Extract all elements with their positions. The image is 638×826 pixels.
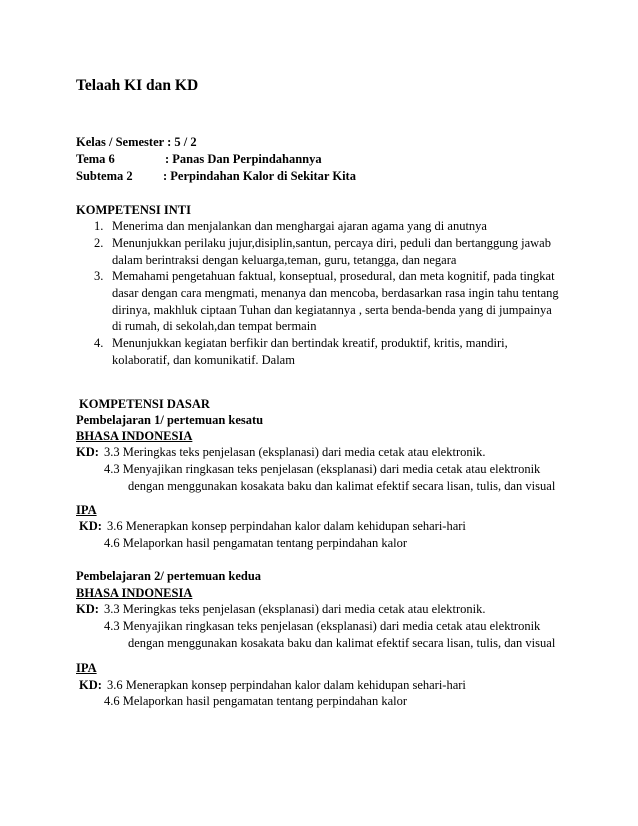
session-title: Pembelajaran 1/ pertemuan kesatu [76, 413, 264, 427]
kd-item: 4.3 Menyajikan ringkasan teks penjelasan (eksplanasi) dari media cetak atau elektronik [104, 462, 541, 476]
kelas-semester: Kelas / Semester : 5 / 2 [76, 135, 197, 149]
kd-item: 4.6 Melaporkan hasil pengamatan tentang perpindahan kalor [104, 536, 408, 550]
ki-heading: KOMPETENSI INTI [76, 203, 191, 217]
ki-item-line: kolaboratif, dan komunikatif. Dalam [112, 353, 295, 367]
kd-item-cont: dengan menggunakan kosakata baku dan kalimat efektif secara lisan, tulis, dan visual [128, 479, 556, 493]
ki-item-line: dirinya, makhluk ciptaan Tuhan dan kegiatannya , serta benda-benda yang di jumpainya [112, 303, 552, 317]
kd-label: KD: [79, 678, 102, 692]
ki-item-line: Menunjukkan kegiatan berfikir dan bertindak kreatif, produktif, kritis, mandiri, [112, 336, 508, 350]
kd-item: 3.3 Meringkas teks penjelasan (eksplanasi) dari media cetak atau elektronik. [104, 445, 486, 459]
subject-bahasa: BHASA INDONESIA [76, 429, 193, 443]
ki-item-number: 3. [94, 269, 104, 283]
ki-item-line: di rumah, di sekolah,dan tempat bermain [112, 319, 317, 333]
ki-item-line: Memahami pengetahuan faktual, konseptual, prosedural, dan meta kognitif, pada tingkat [112, 269, 555, 283]
subtema-value: : Perpindahan Kalor di Sekitar Kita [163, 169, 356, 183]
tema-value: : Panas Dan Perpindahannya [165, 152, 322, 166]
subject-ipa: IPA [76, 661, 97, 675]
kd-heading: KOMPETENSI DASAR [79, 397, 210, 411]
ki-item-line: dalam berintraksi dengan keluarga,teman, guru, tetangga, dan negara [112, 253, 457, 267]
kd-label: KD: [76, 445, 99, 459]
kd-label: KD: [76, 602, 99, 616]
ki-item-line: Menerima dan menjalankan dan menghargai ajaran agama yang di anutnya [112, 219, 487, 233]
kd-item: 4.3 Menyajikan ringkasan teks penjelasan (eksplanasi) dari media cetak atau elektronik [104, 619, 541, 633]
session-title: Pembelajaran 2/ pertemuan kedua [76, 569, 262, 583]
kd-item: 3.3 Meringkas teks penjelasan (eksplanasi) dari media cetak atau elektronik. [104, 602, 486, 616]
subject-ipa: IPA [76, 503, 97, 517]
subject-bahasa: BHASA INDONESIA [76, 586, 193, 600]
ki-item-number: 1. [94, 219, 104, 233]
ki-item-number: 2. [94, 236, 104, 250]
kd-item: 3.6 Menerapkan konsep perpindahan kalor dalam kehidupan sehari-hari [107, 519, 466, 533]
ki-item-line: Menunjukkan perilaku jujur,disiplin,santun, percaya diri, peduli dan bertanggung jawab [112, 236, 551, 250]
ki-item-number: 4. [94, 336, 104, 350]
kd-item: 3.6 Menerapkan konsep perpindahan kalor dalam kehidupan sehari-hari [107, 678, 466, 692]
kd-item-cont: dengan menggunakan kosakata baku dan kalimat efektif secara lisan, tulis, dan visual [128, 636, 556, 650]
tema-label: Tema 6 [76, 152, 115, 166]
kd-label: KD: [79, 519, 102, 533]
subtema-label: Subtema 2 [76, 169, 133, 183]
kd-item: 4.6 Melaporkan hasil pengamatan tentang perpindahan kalor [104, 694, 408, 708]
ki-item-line: dasar dengan cara mengmati, menanya dan mencoba, berdasarkan rasa ingin tahu tentang [112, 286, 559, 300]
page-title: Telaah KI dan KD [76, 77, 199, 94]
